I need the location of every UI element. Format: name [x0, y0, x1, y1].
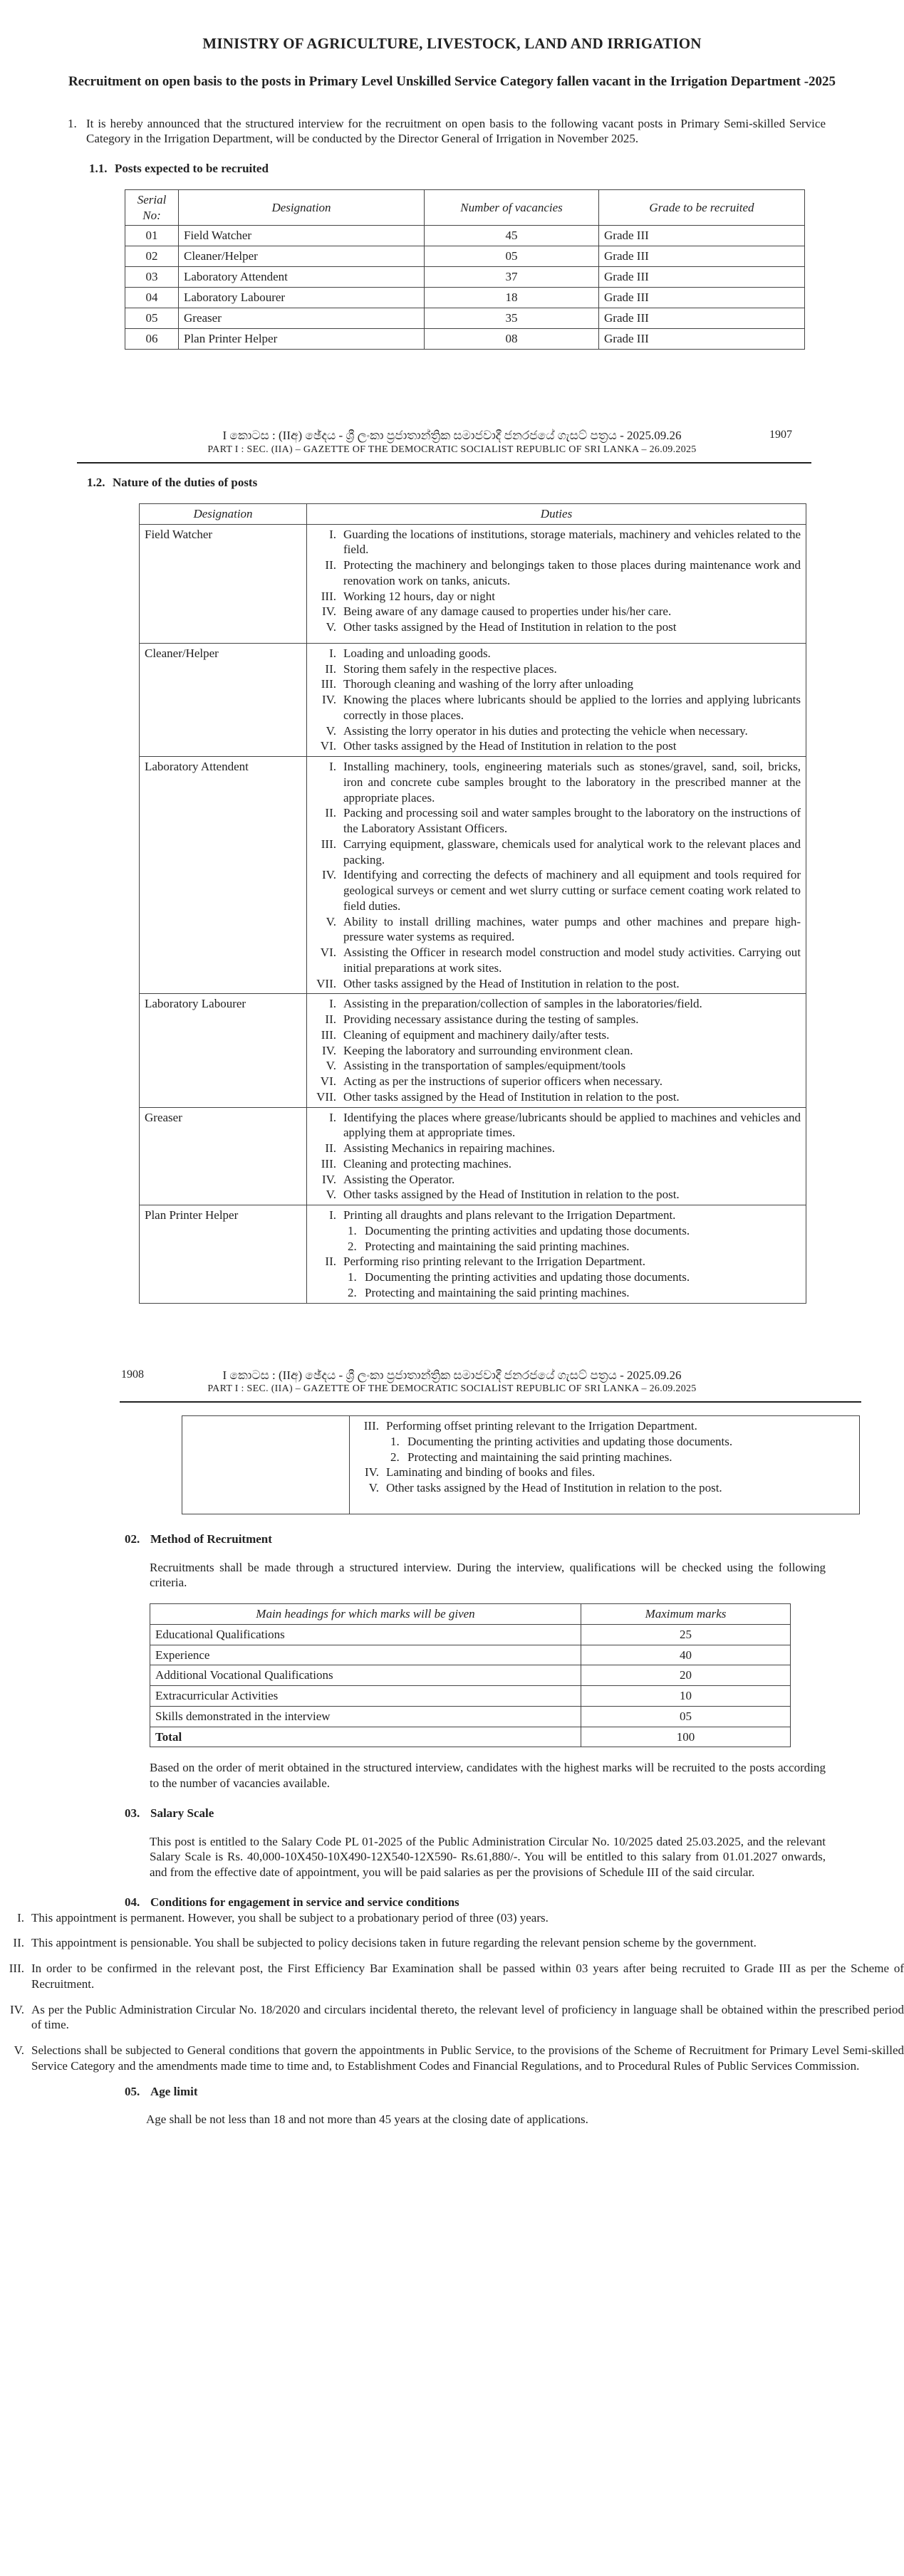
- duties-list: I. Printing all draughts and plans relevant to the Irrigation Department.: [329, 1208, 676, 1222]
- header-rule: [120, 1401, 861, 1403]
- gazette-page-header-1907: [0, 428, 904, 456]
- duties-list: III. Performing offset printing relevant to the Irrigation Department.: [363, 1419, 697, 1433]
- sub-duties-list: 1. Documenting the printing activities and updating those documents. 2. Protecting and maintaining the said printing machines.: [390, 1434, 733, 1464]
- gazette-page-header-1908: [0, 1368, 904, 1396]
- list-item: I. This appointment is permanent. However, you shall be subject to a probationary period of three (03) years.: [17, 1910, 549, 1925]
- sub-duties-list: 1. Documenting the printing activities and updating those documents. 2. Protecting and maintaining the said printing machines.: [348, 1223, 690, 1253]
- page-number: 1907: [769, 429, 792, 441]
- method-outro: Based on the order of merit obtained in the structured interview, candidates with the highest marks will be recruited to the posts according to the number of vacancies available.: [150, 1761, 826, 1791]
- list-item: IV. As per the Public Administration Circular No. 18/2020 and circulars incidental thereto, the relevant level of proficiency in language shall be obtained within the prescribed period of time.: [10, 2002, 904, 2032]
- table-header-row: Designation Duties: [140, 503, 806, 524]
- section-heading-04: 04. Conditions for engagement in service and service conditions: [125, 1895, 459, 1909]
- posts-table: [125, 189, 805, 350]
- header-sinhala: I කොටස : (IIඅ) ඡේදය - ශ්‍රී ලංකා ප්‍රජාතාන්ත්‍රික සමාජවාදී ජනරජයේ ගැසට් පත්‍රය - 2025.09.26: [222, 429, 682, 443]
- section-heading-03: 03. Salary Scale: [125, 1806, 214, 1820]
- table-total-row: Total 100: [150, 1727, 791, 1747]
- table-row: Additional Vocational Qualifications 20: [150, 1665, 791, 1686]
- header-english: PART I : SEC. (IIA) – GAZETTE OF THE DEMOCRATIC SOCIALIST REPUBLIC OF SRI LANKA – 26.09.2025: [207, 1383, 697, 1395]
- table-row: Laboratory Attendent I. Installing machinery, tools, engineering materials such as stones/gravel, sand, soil, bricks, iron and concrete cube samples brought to the laboratory in the prescribed manner at the appropriate places. II. Packing and processing soil and water samples brought to the laboratory on the instructions of the Laboratory Assistant Officers. III. Carrying equipment, glassware, chemicals used for analytical work to the relevant places and packing. IV. Identifying and correcting the defects of machinery and all equipment and tools required for geological surveys or cement and wet slurry cutting or surface cement coating work related to field duties. V. Ability to install drilling machines, water pumps and other machines and prepare high-pressure water systems as required. VI. Assisting the Officer in research model construction and model study activities. Carrying out initial preparations at work sites. VII. Other tasks assigned by the Head of Institution in relation to the post.: [140, 757, 806, 994]
- table-header-row: Serial No: Designation Number of vacancies Grade to be recruited: [125, 189, 805, 226]
- duties-list: I. Installing machinery, tools, engineering materials such as stones/gravel, sand, soil, bricks, iron and concrete cube samples brought to the laboratory in the prescribed manner at the appropriate places. II. Packing and processing soil and water samples brought to the laboratory on the instructions of the Laboratory Assistant Officers. III. Carrying equipment, glassware, chemicals used for analytical work to the relevant places and packing. IV. Identifying and correcting the defects of machinery and all equipment and tools required for geological surveys or cement and wet slurry cutting or surface cement coating work related to field duties. V. Ability to install drilling machines, water pumps and other machines and prepare high-pressure water systems as required. VI. Assisting the Officer in research model construction and model study activities. Carrying out initial preparations at work sites. VII. Other tasks assigned by the Head of Institution in relation to the post.: [316, 760, 801, 990]
- duties-list: I. Identifying the places where grease/lubricants should be applied to machines and vehicles and applying them at appropriate times. II. Assisting Mechanics in repairing machines. III. Cleaning and protecting machines. IV. Assisting the Operator. V. Other tasks assigned by the Head of Institution in relation to the post.: [321, 1110, 801, 1202]
- duties-list: I. Loading and unloading goods. II. Storing them safely in the respective places. III. Thorough cleaning and washing of the lorry after unloading IV. Knowing the places where lubricants should be applied to the lorries and applying lubricants correctly in those places. V. Assisting the lorry operator in his duties and protecting the vehicle when necessary. VI. Other tasks assigned by the Head of Institution in relation to the post: [320, 646, 801, 753]
- table-row: 05 Greaser 35 Grade III: [125, 308, 805, 329]
- list-item: V. Selections shall be subjected to General conditions that govern the appointments in Public Service, to the provisions of the Scheme of Recruitment for Primary Level Semi-skilled Service Category and the amendments made time to time and, to Establishment Codes and Financial Regulations, and to Procedural Rules of Public Services Commission.: [14, 2043, 904, 2073]
- table-row: 02 Cleaner/Helper 05 Grade III: [125, 246, 805, 267]
- header-rule: [77, 462, 811, 464]
- table-row: 04 Laboratory Labourer 18 Grade III: [125, 288, 805, 308]
- list-item: II. This appointment is pensionable. You shall be subjected to policy decisions taken in future regarding the relevant pension scheme by the government.: [13, 1936, 757, 1950]
- table-row: Greaser I. Identifying the places where grease/lubricants should be applied to machines and vehicles and applying them at appropriate times. II. Assisting Mechanics in repairing machines. III. Cleaning and protecting machines. IV. Assisting the Operator. V. Other tasks assigned by the Head of Institution in relation to the post.: [140, 1107, 806, 1205]
- age-limit-text: Age shall be not less than 18 and not more than 45 years at the closing date of applications.: [146, 2112, 588, 2127]
- table-row: 01 Field Watcher 45 Grade III: [125, 226, 805, 246]
- paragraph-text: It is hereby announced that the structured interview for the recruitment on open basis to the following vacant posts in Primary Semi-skilled Service Category in the Irrigation Department, will be conducted by the Director General of Irrigation in November 2025.: [86, 116, 826, 146]
- list-item: III. In order to be confirmed in the relevant post, the First Efficiency Bar Examination shall be passed within 03 years after being recruited to Grade III as per the Scheme of Recruitment.: [9, 1962, 904, 1991]
- table-row: 03 Laboratory Attendent 37 Grade III: [125, 267, 805, 288]
- duties-list: I. Assisting in the preparation/collection of samples in the laboratories/field. II. Providing necessary assistance during the testing of samples. III. Cleaning of equipment and machinery daily/after tests. IV. Keeping the laboratory and surrounding environment clean. V. Assisting in the transportation of samples/equipment/tools VI. Acting as per the instructions of superior officers when necessary. VII. Other tasks assigned by the Head of Institution in relation to the post.: [316, 997, 702, 1104]
- table-row: Extracurricular Activities 10: [150, 1686, 791, 1707]
- table-row: Experience 40: [150, 1645, 791, 1665]
- header-sinhala: I කොටස : (IIඅ) ඡේදය - ශ්‍රී ලංකා ප්‍රජාතාන්ත්‍රික සමාජවාදී ජනරජයේ ගැසට් පත්‍රය - 2025.09.26: [222, 1368, 682, 1382]
- table-row: Cleaner/Helper I. Loading and unloading goods. II. Storing them safely in the respective places. III. Thorough cleaning and washing of the lorry after unloading IV. Knowing the places where lubricants should be applied to the lorries and applying lubricants correctly in those places. V. Assisting the lorry operator in his duties and protecting the vehicle when necessary. VI. Other tasks assigned by the Head of Institution in relation to the post: [140, 643, 806, 756]
- paragraph-number: 1.: [68, 116, 77, 130]
- table-row: 06 Plan Printer Helper 08 Grade III: [125, 329, 805, 350]
- page-number: 1908: [121, 1368, 144, 1381]
- marks-table: [150, 1603, 791, 1747]
- duties-list: IV. Laminating and binding of books and files. V. Other tasks assigned by the Head of Institution in relation to the post.: [365, 1465, 722, 1495]
- table-row: Skills demonstrated in the interview 05: [150, 1706, 791, 1727]
- table-row: Educational Qualifications 25: [150, 1624, 791, 1645]
- duties-table: [139, 503, 806, 1304]
- header-english: PART I : SEC. (IIA) – GAZETTE OF THE DEMOCRATIC SOCIALIST REPUBLIC OF SRI LANKA – 26.09.2025: [207, 444, 697, 456]
- notice-title: Recruitment on open basis to the posts in Primary Level Unskilled Service Category fallen vacant in the Irrigation Department -2025: [68, 73, 836, 89]
- section-heading-05: 05. Age limit: [125, 2084, 198, 2098]
- method-intro: Recruitments shall be made through a structured interview. During the interview, qualifications will be checked using the following criteria.: [150, 1560, 826, 1590]
- table-row: Plan Printer Helper I. Printing all draughts and plans relevant to the Irrigation Department. 1. Documenting the printing activities and updating those documents. 2. Protecting and maintaining the said printing machines. II. Performing riso printing relevant to the Irrigation Department. 1. Documenting the printing activities and updating those documents. 2. Protecting and maintaining the said printing machines.: [140, 1205, 806, 1304]
- conditions-list: [0, 1910, 904, 2074]
- duties-table-continued: [182, 1415, 860, 1514]
- duties-list: I. Guarding the locations of institutions, storage materials, machinery and vehicles related to the field. II. Protecting the machinery and belongings taken to those places during maintenance work and renovation work on tanks, anicuts. III. Working 12 hours, day or night IV. Being aware of any damage caused to properties under his/her care. V. Other tasks assigned by the Head of Institution in relation to the post: [321, 527, 801, 634]
- ministry-heading: MINISTRY OF AGRICULTURE, LIVESTOCK, LAND AND IRRIGATION: [202, 35, 702, 52]
- table-header-row: Main headings for which marks will be given Maximum marks: [150, 1604, 791, 1625]
- section-heading-1-2: 1.2. Nature of the duties of posts: [87, 476, 258, 490]
- table-row: Laboratory Labourer I. Assisting in the preparation/collection of samples in the laboratories/field. II. Providing necessary assistance during the testing of samples. III. Cleaning of equipment and machinery daily/after tests. IV. Keeping the laboratory and surrounding environment clean. V. Assisting in the transportation of samples/equipment/tools VI. Acting as per the instructions of superior officers when necessary. VII. Other tasks assigned by the Head of Institution in relation to the post.: [140, 994, 806, 1107]
- duties-list: II. Performing riso printing relevant to the Irrigation Department.: [325, 1255, 645, 1269]
- table-row: [182, 1416, 860, 1514]
- section-heading-1-1: 1.1. Posts expected to be recruited: [89, 162, 269, 176]
- sub-duties-list: 1. Documenting the printing activities and updating those documents. 2. Protecting and maintaining the said printing machines.: [348, 1270, 690, 1299]
- salary-text: This post is entitled to the Salary Code PL 01-2025 of the Public Administration Circular No. 10/2025 dated 25.03.2025, and the relevant Salary Scale is Rs. 40,000-10X450-10X490-12X540-12X590- Rs.61,880/-. You will be entitled to this salary from 01.01.2027 onwards, and from the effective date of appointment, you will be paid salaries as per the provisions of Schedule III of the said circular.: [150, 1834, 826, 1880]
- table-row: Field Watcher I. Guarding the locations of institutions, storage materials, machinery and vehicles related to the field. II. Protecting the machinery and belongings taken to those places during maintenance work and renovation work on tanks, anicuts. III. Working 12 hours, day or night IV. Being aware of any damage caused to properties under his/her care. V. Other tasks assigned by the Head of Institution in relation to the post: [140, 524, 806, 643]
- intro-paragraph: [68, 116, 826, 147]
- section-heading-02: 02. Method of Recruitment: [125, 1532, 272, 1546]
